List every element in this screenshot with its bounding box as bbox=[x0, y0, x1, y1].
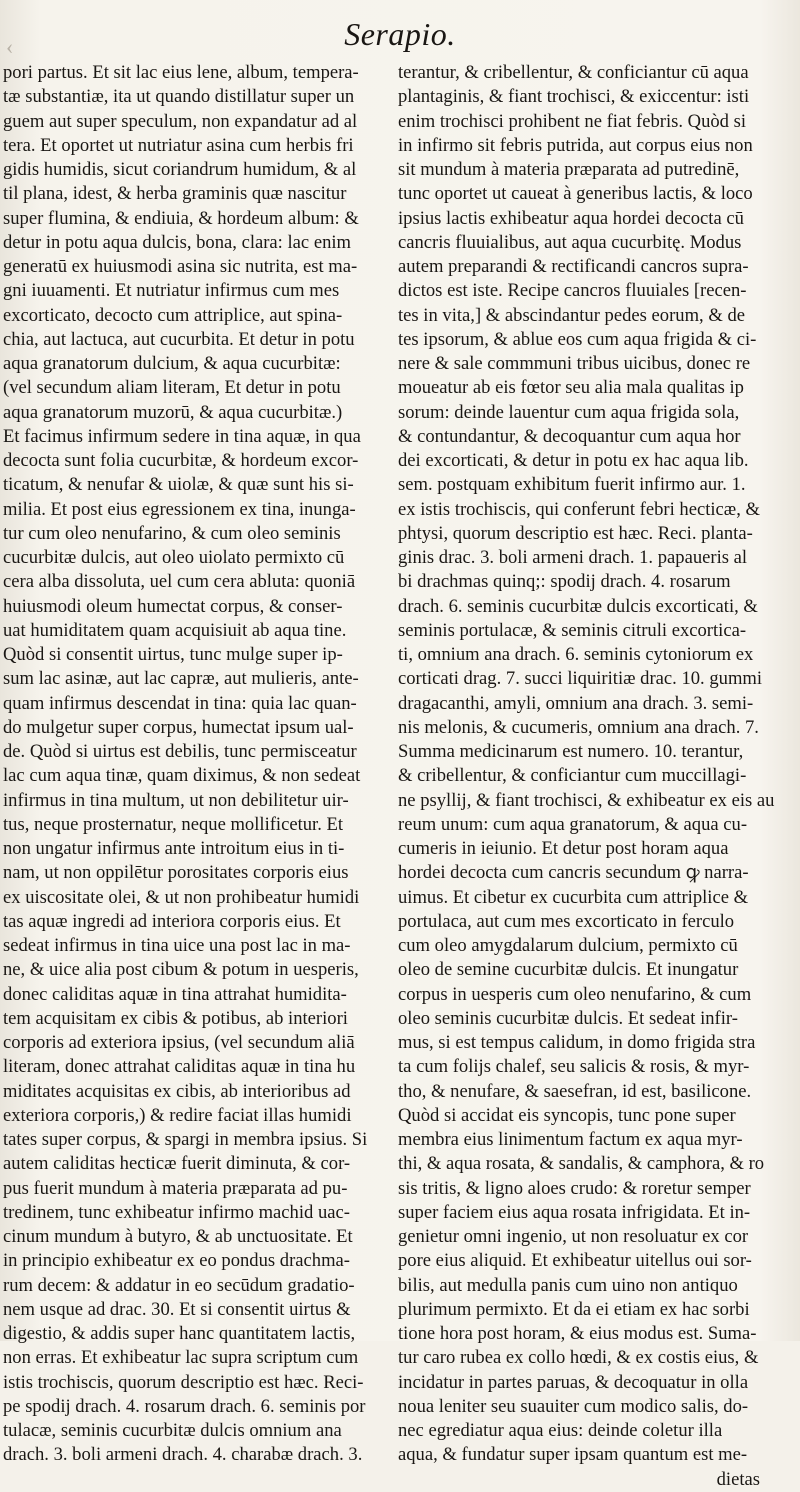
text-line: lac cum aqua tinæ, quam diximus, & non sedeat bbox=[3, 765, 361, 787]
text-line: cera alba dissoluta, uel cum cera abluta: quoniā bbox=[3, 571, 356, 593]
text-line: tredinem, tunc exhibeatur infirmo machid uac- bbox=[3, 1201, 350, 1223]
text-line: quam infirmus descendat in tina: quia lac quan- bbox=[3, 692, 357, 714]
text-line: plantaginis, & fiant trochisci, & exiccentur: isti bbox=[398, 86, 750, 108]
text-line: nere & sale commmuni tribus uicibus, donec re bbox=[398, 353, 751, 374]
text-line: de. Quòd si uirtus est debilis, tunc permisceatur bbox=[3, 741, 357, 762]
text-line: ta cum folijs chalef, seu salicis & rosis, & myr- bbox=[398, 1056, 750, 1078]
text-line: non erras. Et exhibeatur lac supra scriptum cum bbox=[3, 1347, 359, 1369]
text-line: (vel secundum aliam literam, Et detur in potu bbox=[3, 377, 341, 399]
text-line: digestio, & addis super hanc quantitatem lactis, bbox=[3, 1323, 356, 1344]
text-line: pus fuerit mundum à materia præparata ad pu- bbox=[3, 1177, 348, 1199]
left-text-column bbox=[3, 61, 393, 1468]
text-line: huiusmodi oleum humectat corpus, & conser- bbox=[3, 595, 343, 617]
text-line: incidatur in partes paruas, & decoquatur in olla bbox=[398, 1371, 749, 1393]
text-line: oleo seminis cucurbitæ dulcis. Et sedeat infir- bbox=[398, 1007, 738, 1029]
text-line: aqua granatorum dulcium, & aqua cucurbitæ: bbox=[3, 353, 341, 374]
text-line: pe spodij drach. 4. rosarum drach. 6. seminis por bbox=[3, 1395, 366, 1417]
text-line: tæ substantiæ, ita ut quando distillatur super un bbox=[3, 86, 355, 108]
text-line: aqua granatorum muzorū, & aqua cucurbitæ.) bbox=[3, 401, 343, 423]
text-line: super flumina, & endiuia, & hordeum album: & bbox=[3, 207, 359, 229]
text-line: ex istis trochiscis, qui conferunt febri hecticæ, & bbox=[398, 498, 760, 520]
text-line: nem usque ad drac. 30. Et si consentit uirtus & bbox=[3, 1298, 351, 1320]
text-line: Quòd si consentit uirtus, tunc mulge super ip- bbox=[3, 644, 343, 665]
text-line: dictos est iste. Recipe cancros fluuiales [recen- bbox=[398, 280, 747, 302]
text-line: membra eius linimentum factum ex aqua myr- bbox=[398, 1129, 743, 1150]
text-line: genietur omni ingenio, ut non resoluatur ex cor bbox=[398, 1226, 749, 1247]
text-line: chia, aut lactuca, aut cucurbita. Et detur in potu bbox=[3, 328, 355, 350]
text-line: Et facimus infirmum sedere in tina aquæ, in qua bbox=[3, 425, 361, 447]
text-line: bilis, aut medulla panis cum uino non antiquo bbox=[398, 1274, 738, 1296]
text-line: hordei decocta cum cancris secundum ꝙ narra- bbox=[398, 862, 749, 884]
bleed-through-mark: ‹ bbox=[6, 34, 14, 59]
text-line: ginis drac. 3. boli armeni drach. 1. papaueris al bbox=[398, 547, 748, 568]
text-line: corticati drag. 7. succi liquiritiæ drac. 10. gummi bbox=[398, 668, 763, 690]
text-line: Quòd si accidat eis syncopis, tunc pone super bbox=[398, 1104, 736, 1126]
text-line: cucurbitæ dulcis, aut oleo uiolato permixto cū bbox=[3, 547, 345, 568]
text-line: detur in potu aqua dulcis, bona, clara: lac enim bbox=[3, 231, 351, 253]
text-line: dei excorticati, & detur in potu ex hac aqua lib. bbox=[398, 450, 749, 471]
text-line: corporis ad exteriora ipsius, (vel secundum aliā bbox=[3, 1032, 355, 1053]
text-line: tur cum oleo nenufarino, & cum oleo seminis bbox=[3, 522, 341, 544]
text-line: pori partus. Et sit lac eius lene, album, tempera- bbox=[3, 62, 359, 83]
text-line: tas aquæ ingredi ad interiora corporis eius. Et bbox=[3, 910, 341, 932]
text-line: super faciem eius aqua rosata infrigidata. Et in- bbox=[398, 1201, 751, 1223]
text-line: oleo de semine cucurbitæ dulcis. Et inungatur bbox=[398, 959, 739, 981]
text-line: ne, & uice alia post cibum & potum in uesperis, bbox=[3, 959, 359, 981]
text-line: do mulgetur super corpus, humectat ipsum ual- bbox=[3, 716, 354, 738]
text-line: cancris fluuialibus, aut aqua cucurbitę. Modus bbox=[398, 231, 742, 253]
text-line: literam, donec attrahat caliditas aquæ in tina hu bbox=[3, 1056, 356, 1078]
text-line: sorum: deinde lauentur cum aqua frigida sola, bbox=[398, 401, 740, 423]
text-line: cum oleo amygdalarum dulcium, permixto cū bbox=[398, 935, 738, 956]
text-line: thi, & aqua rosata, & sandalis, & camphora, & ro bbox=[398, 1153, 765, 1175]
text-line: autem preparandi & rectificandi cancros supra- bbox=[398, 256, 749, 277]
text-line: cinum mundum à butyro, & ab unctuositate. Et bbox=[3, 1226, 353, 1247]
text-line: nis melonis, & cucumeris, omnium ana drach. 7. bbox=[398, 716, 759, 738]
text-line: ipsius lactis exhibeatur aqua hordei decocta cū bbox=[398, 207, 744, 229]
text-line: til plana, idest, & herba graminis quæ nascitur bbox=[3, 183, 347, 205]
text-line: drach. 3. boli armeni drach. 4. charabæ drach. 3. bbox=[3, 1444, 363, 1466]
text-line: cumeris in ieiunio. Et detur post horam aqua bbox=[398, 838, 729, 859]
text-line: noua leniter seu suauiter cum modico salis, do- bbox=[398, 1395, 749, 1417]
running-head: Serapio. bbox=[344, 16, 456, 52]
text-line: ticatum, & nenufar & uiolæ, & quæ sunt his si- bbox=[3, 474, 354, 496]
text-line: guem aut super speculum, non expandatur ad al bbox=[3, 110, 358, 132]
text-line: milia. Et post eius egressionem ex tina, inunga- bbox=[3, 498, 356, 520]
text-line: gni iuuamenti. Et nutriatur infirmus cum mes bbox=[3, 280, 340, 302]
text-line: nam, ut non oppilētur porositates corporis eius bbox=[3, 862, 349, 884]
text-line: tione hora post horam, & eius modus est. Suma- bbox=[398, 1323, 757, 1344]
text-line: portulaca, aut cum mes excorticato in ferculo bbox=[398, 910, 735, 932]
text-line: generatū ex huiusmodi asina sic nutrita, est ma- bbox=[3, 256, 358, 277]
text-line: plurimum permixto. Et da ei etiam ex hac sorbi bbox=[398, 1298, 750, 1320]
text-line: sis tritis, & ligno aloes crudo: & roretur semper bbox=[398, 1177, 751, 1199]
text-line: gidis humidis, sicut coriandrum humidum, & al bbox=[3, 159, 357, 180]
text-line: Summa medicinarum est numero. 10. terantur, bbox=[398, 741, 744, 762]
text-line: istis trochiscis, quorum descriptio est hæc. Reci- bbox=[3, 1371, 364, 1393]
text-line: ti, omnium ana drach. 6. seminis cytoniorum ex bbox=[398, 644, 754, 665]
text-line: corpus in uesperis cum oleo nenufarino, & cum bbox=[398, 983, 752, 1005]
text-line: miditates acquisitas ex cibis, ab interioribus ad bbox=[3, 1080, 351, 1102]
text-line: donec caliditas aquæ in tina attrahat humidita- bbox=[3, 983, 347, 1005]
catchword: dietas bbox=[716, 1468, 760, 1490]
text-line: infirmus in tina multum, ut non debilitetur uir- bbox=[3, 789, 349, 811]
text-line: phtysi, quorum descriptio est hæc. Reci. planta- bbox=[398, 522, 753, 544]
text-line: drach. 6. seminis cucurbitæ dulcis excorticati, & bbox=[398, 595, 758, 617]
text-line: tates super corpus, & spargi in membra ipsius. Si bbox=[3, 1129, 368, 1150]
text-line: moueatur ab eis fœtor seu alia mala qualitas ip bbox=[398, 377, 744, 399]
text-line: tur caro rubea ex collo hœdi, & ex costis eius, & bbox=[398, 1347, 759, 1369]
text-line: tunc oportet ut caueat à generibus lactis, & loco bbox=[398, 183, 753, 205]
text-line: nec egrediatur aqua eius: deinde coletur illa bbox=[398, 1420, 723, 1441]
text-line: dragacanthi, amyli, omnium ana drach. 3. semi- bbox=[398, 692, 754, 714]
text-line: non ungatur infirmus ante introitum eius in ti- bbox=[3, 838, 345, 859]
text-line: excorticato, decocto cum attriplice, aut spina- bbox=[3, 304, 343, 326]
text-line: in infirmo sit febris putrida, aut corpus eius non bbox=[398, 134, 753, 156]
text-line: & contundantur, & decoquantur cum aqua hor bbox=[398, 425, 741, 447]
text-line: ne psyllij, & fiant trochisci, & exhibeatur ex eis au bbox=[398, 789, 775, 811]
text-line: ex uiscositate olei, & ut non prohibeatur humidi bbox=[3, 886, 360, 908]
text-line: tho, & nenufare, & saesefran, id est, basilicone. bbox=[398, 1080, 752, 1102]
text-line: decocta sunt folia cucurbitæ, & hordeum excor- bbox=[3, 450, 359, 471]
text-line: pore eius aliquid. Et exhibeatur uitellus oui sor- bbox=[398, 1250, 752, 1272]
text-line: tes in vita,] & abscindantur pedes eorum, & de bbox=[398, 304, 745, 326]
text-line: exteriora corporis,) & redire faciat illas humidi bbox=[3, 1104, 352, 1126]
text-line: rum decem: & addatur in eo secūdum gradatio- bbox=[3, 1274, 355, 1296]
text-line: bi drachmas quinq;: spodij drach. 4. rosarum bbox=[398, 571, 731, 593]
text-line: tem acquisitam ex cibis & potibus, ab interiori bbox=[3, 1007, 348, 1029]
text-line: & cribellentur, & conficiantur cum muccillagi- bbox=[398, 765, 747, 787]
text-line: enim trochisci prohibent ne fiat febris. Quòd si bbox=[398, 110, 747, 132]
text-line: autem caliditas hecticæ fuerit diminuta, & cor- bbox=[3, 1153, 351, 1175]
text-line: mus, si est tempus calidum, in domo frigida stra bbox=[398, 1032, 756, 1053]
text-line: tera. Et oportet ut nutriatur asina cum herbis fri bbox=[3, 134, 354, 156]
text-line: sit mundum à materia præparata ad putredinē, bbox=[398, 159, 740, 180]
text-line: uimus. Et cibetur ex cucurbita cum attriplice & bbox=[398, 886, 749, 908]
right-text-column bbox=[398, 61, 780, 1492]
text-line: sum lac asinæ, aut lac capræ, aut mulieris, ante- bbox=[3, 668, 359, 690]
text-line: tulacæ, seminis cucurbitæ dulcis omnium ana bbox=[3, 1420, 342, 1441]
text-line: tus, neque prosternatur, neque mollificetur. Et bbox=[3, 813, 344, 835]
text-line: seminis portulacæ, & seminis citruli excortica- bbox=[398, 619, 747, 641]
text-line: tes ipsorum, & ablue eos cum aqua frigida & ci- bbox=[398, 328, 757, 350]
text-line: in principio exhibeatur ex eo pondus drachma- bbox=[3, 1250, 350, 1272]
text-line: uat humiditatem quam acquisiuit ab aqua tine. bbox=[3, 619, 347, 641]
text-line: aqua, & fundatur super ipsam quantum est me- bbox=[398, 1444, 748, 1466]
text-line: terantur, & cribellentur, & conficiantur cū aqua bbox=[398, 62, 749, 83]
text-line: reum unum: cum aqua granatorum, & aqua cu- bbox=[398, 813, 748, 835]
text-line: sem. postquam exhibitum fuerit infirmo aur. 1. bbox=[398, 474, 746, 496]
text-line: sedeat infirmus in tina uice una post lac in ma- bbox=[3, 935, 351, 956]
